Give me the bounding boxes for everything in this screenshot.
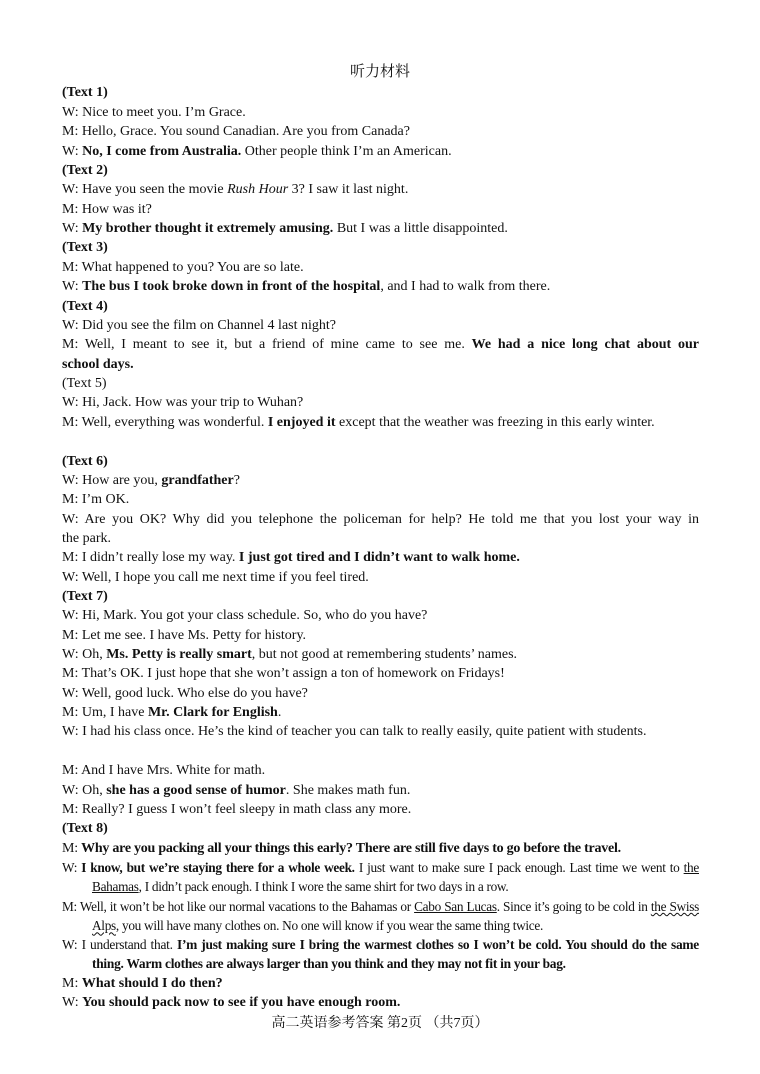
dialogue-line <box>62 839 699 858</box>
dialogue-line <box>62 974 699 993</box>
text-8-heading: (Text 8) <box>62 821 108 836</box>
dialogue-text: M: Well, I meant to see it, but a friend of mine came to see me. <box>62 337 472 352</box>
dialogue-line: W: Well, I hope you call me next time if you feel tired. <box>62 570 369 585</box>
text-3-heading: (Text 3) <box>62 240 108 255</box>
dialogue-text: . She makes math fun. <box>285 783 411 798</box>
dialogue-line: M: What happened to you? You are so late. <box>62 260 304 275</box>
dialogue-line <box>62 993 699 1012</box>
dialogue-text: ? <box>233 473 240 488</box>
dialogue-text: M: Well, it won’t be hot like our normal vacations to the Bahamas or <box>62 899 415 914</box>
dialogue-text: , I didn’t pack enough. I think I wore the same shirt for two days in a row. <box>138 879 509 895</box>
page-title: 听力材料 <box>349 64 410 80</box>
key-phrase: No, I come from Australia. <box>82 144 242 159</box>
text-5-heading: (Text 5) <box>62 376 107 391</box>
dialogue-text: except that the weather was freezing in this early winter. <box>335 415 655 430</box>
key-phrase: The bus I took broke down in front of the hospital <box>82 279 381 294</box>
dialogue-line: M: And I have Mrs. White for math. <box>62 763 266 778</box>
place-name: Cabo San Lucas <box>414 899 497 914</box>
dialogue-line: W: Well, good luck. Who else do you have? <box>62 686 308 701</box>
dialogue-text: W: How are you, <box>62 473 162 488</box>
dialogue-line: M: That’s OK. I just hope that she won’t assign a ton of homework on Fridays! <box>62 666 505 681</box>
text-4-heading: (Text 4) <box>62 299 108 314</box>
dialogue-text: M: Well, everything was wonderful. <box>62 415 268 430</box>
dialogue-line <box>62 471 699 490</box>
key-phrase: I enjoyed it <box>267 415 336 430</box>
text-6-heading: (Text 6) <box>62 454 108 469</box>
dialogue-line <box>62 413 699 432</box>
dialogue-text: M: Um, I have <box>62 705 148 720</box>
speaker: M: <box>62 976 82 991</box>
speaker: W: <box>62 995 83 1010</box>
key-phrase: What should I do then? <box>81 976 223 991</box>
dialogue-text: Other people think I’m an American. <box>241 144 452 159</box>
dialogue-line <box>62 645 699 664</box>
place-name: the Bahamas <box>92 860 699 895</box>
dialogue-text: M: I didn’t really lose my way. <box>62 550 239 565</box>
dialogue-text: W: Have you seen the movie <box>62 182 228 197</box>
dialogue-line <box>62 703 699 722</box>
dialogue-line <box>62 897 699 936</box>
dialogue-line <box>62 180 699 199</box>
text-7-heading: (Text 7) <box>62 589 108 604</box>
dialogue-text: , you will have many clothes on. No one will know if you wear the same thing twice. <box>115 918 544 934</box>
dialogue-text: 3? I saw it last night. <box>288 182 409 197</box>
dialogue-line <box>62 335 699 354</box>
dialogue-text: . Since it’s going to be cold in <box>496 899 651 914</box>
key-phrase: Mr. Clark for English <box>147 705 278 720</box>
dialogue-line: M: Let me see. I have Ms. Petty for history. <box>62 628 307 643</box>
key-phrase: Why are you packing all your things this early? There are still five days to go before the travel. <box>81 841 621 856</box>
dialogue-line: M: How was it? <box>62 202 152 217</box>
speaker: W: <box>62 144 83 159</box>
key-phrase-continued: school days. <box>62 357 134 372</box>
dialogue-text: W: Oh, <box>62 783 107 798</box>
dialogue-line <box>62 935 699 974</box>
dialogue-line <box>62 219 699 238</box>
dialogue-line: M: Really? I guess I won’t feel sleepy in math class any more. <box>62 802 412 817</box>
place-name: the Swiss Alps <box>92 899 699 934</box>
dialogue-line <box>62 781 699 800</box>
speaker: M: <box>62 841 82 856</box>
dialogue-line: W: Hi, Mark. You got your class schedule. So, who do you have? <box>62 608 428 623</box>
dialogue-text: W: Oh, <box>62 647 107 662</box>
dialogue-text: . <box>277 705 282 720</box>
key-phrase: she has a good sense of humor <box>106 783 286 798</box>
text-1-heading: (Text 1) <box>62 85 108 100</box>
dialogue-line: W: Are you OK? Why did you telephone the policeman for help? He told me that you lost your way in <box>62 512 699 527</box>
text-2-heading: (Text 2) <box>62 163 108 178</box>
speaker: W: <box>62 221 83 236</box>
dialogue-line <box>62 277 699 296</box>
dialogue-line <box>62 858 699 897</box>
dialogue-line: W: I had his class once. He’s the kind of teacher you can talk to really easily, quite patient with students. <box>62 724 647 739</box>
key-phrase: I just got tired and I didn’t want to walk home. <box>238 550 520 565</box>
dialogue-line: W: Hi, Jack. How was your trip to Wuhan? <box>62 395 304 410</box>
key-phrase: grandfather <box>161 473 234 488</box>
dialogue-text: , and I had to walk from there. <box>380 279 551 294</box>
movie-title: Rush Hour <box>227 182 289 197</box>
key-phrase: My brother thought it extremely amusing. <box>82 221 334 236</box>
key-phrase: I know, but we’re staying there for a whole week. <box>81 860 355 875</box>
dialogue-text: , but not good at remembering students’ names. <box>251 647 518 662</box>
dialogue-line: M: I’m OK. <box>62 492 130 507</box>
dialogue-text: I just want to make sure I pack enough. Last time we went to <box>354 860 684 875</box>
dialogue-line: W: Nice to meet you. I’m Grace. <box>62 105 246 120</box>
dialogue-text: W: I understand that. <box>62 937 177 952</box>
key-phrase: We had a nice long chat about our <box>471 337 699 352</box>
dialogue-line-continued: the park. <box>62 531 111 546</box>
key-phrase: Ms. Petty is really smart <box>106 647 252 662</box>
dialogue-line: W: Did you see the film on Channel 4 last night? <box>62 318 336 333</box>
speaker: W: <box>62 860 82 875</box>
key-phrase: You should pack now to see if you have enough room. <box>82 995 401 1010</box>
dialogue-text: But I was a little disappointed. <box>333 221 508 236</box>
key-phrase: I’m just making sure I bring the warmest clothes so I won’t be cold. You should do the same thing. Warm clothes are always larger than you think and they may not fit in your bag. <box>92 937 699 972</box>
dialogue-line: M: Hello, Grace. You sound Canadian. Are you from Canada? <box>62 124 410 139</box>
dialogue-line <box>62 548 699 567</box>
dialogue-line <box>62 142 699 161</box>
speaker: W: <box>62 279 83 294</box>
page-footer: 高二英语参考答案 第2页 （共7页） <box>271 1016 489 1031</box>
